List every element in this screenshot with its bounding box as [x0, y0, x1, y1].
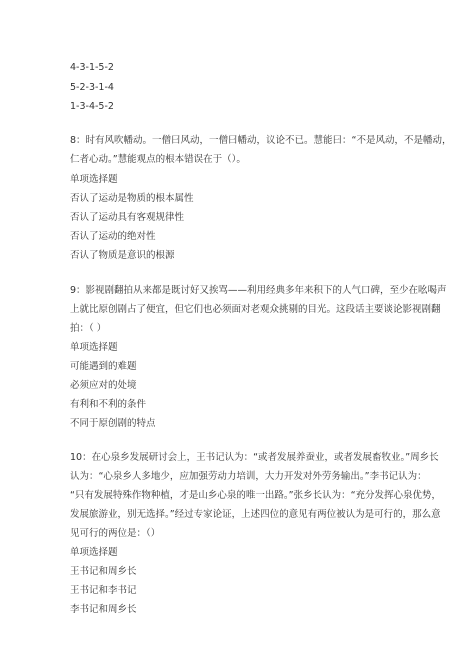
question-8-type: 单项选择题: [70, 174, 118, 185]
question-10-line-4: 发展旅游业，别无选择。”经过专家论证，上述四位的意见有两位被认为是可行的，那么意: [70, 509, 441, 520]
question-8-option-3: 否认了运动的绝对性: [70, 231, 156, 242]
question-10-option-3: 李书记和周乡长: [70, 604, 137, 615]
prev-option-3: 1-3-4-5-2: [70, 101, 114, 112]
question-10-line-2: 认为：“心泉乡人多地少，应加强劳动力培训，大力开发对外劳务输出。”李书记认为：: [70, 471, 427, 482]
question-8-line-2: 仁者心动。”慧能观点的根本错误在于（）。: [70, 154, 246, 165]
question-9-option-4: 不同于原创剧的特点: [70, 418, 156, 429]
question-9-option-3: 有利和不利的条件: [70, 399, 147, 410]
question-10-option-2: 王书记和李书记: [70, 585, 137, 596]
question-9-option-1: 可能遇到的难题: [70, 361, 137, 372]
question-9-type: 单项选择题: [70, 342, 118, 353]
question-8-option-2: 否认了运动具有客观规律性: [70, 212, 185, 223]
question-9-line-1: 9：影视剧翻拍从来都是既讨好又挨骂——利用经典多年来积下的人气口碑，至少在吆喝声: [70, 285, 447, 296]
question-10-line-1: 10：在心泉乡发展研讨会上，王书记认为：“或者发展养蚕业，或者发展畜牧业。”周乡长: [70, 452, 439, 463]
prev-option-2: 5-2-3-1-4: [70, 82, 114, 93]
question-9-option-2: 必须应对的处境: [70, 380, 137, 391]
question-10-line-5: 见可行的两位是：（）: [70, 528, 161, 539]
question-10-line-3: “只有发展特殊作物种植，才是山乡心泉的唯一出路。”张乡长认为：“充分发挥心泉优势，: [70, 490, 442, 501]
question-10-type: 单项选择题: [70, 547, 118, 558]
question-9-line-2: 上就比原创剧占了便宜，但它们也必须面对老观众挑剔的目光。这段话主要谈论影视剧翻: [70, 304, 441, 315]
question-9-line-3: 拍：（ ）: [70, 323, 107, 334]
question-8-line-1: 8：时有风吹幡动。一僧曰风动，一僧曰幡动，议论不已。慧能曰：“不是风动，不是幡动，: [70, 135, 452, 146]
question-8-option-4: 否认了物质是意识的根源: [70, 250, 175, 261]
prev-option-1: 4-3-1-5-2: [70, 62, 114, 73]
question-8-option-1: 否认了运动是物质的根本属性: [70, 193, 194, 204]
question-10-option-1: 王书记和周乡长: [70, 566, 137, 577]
